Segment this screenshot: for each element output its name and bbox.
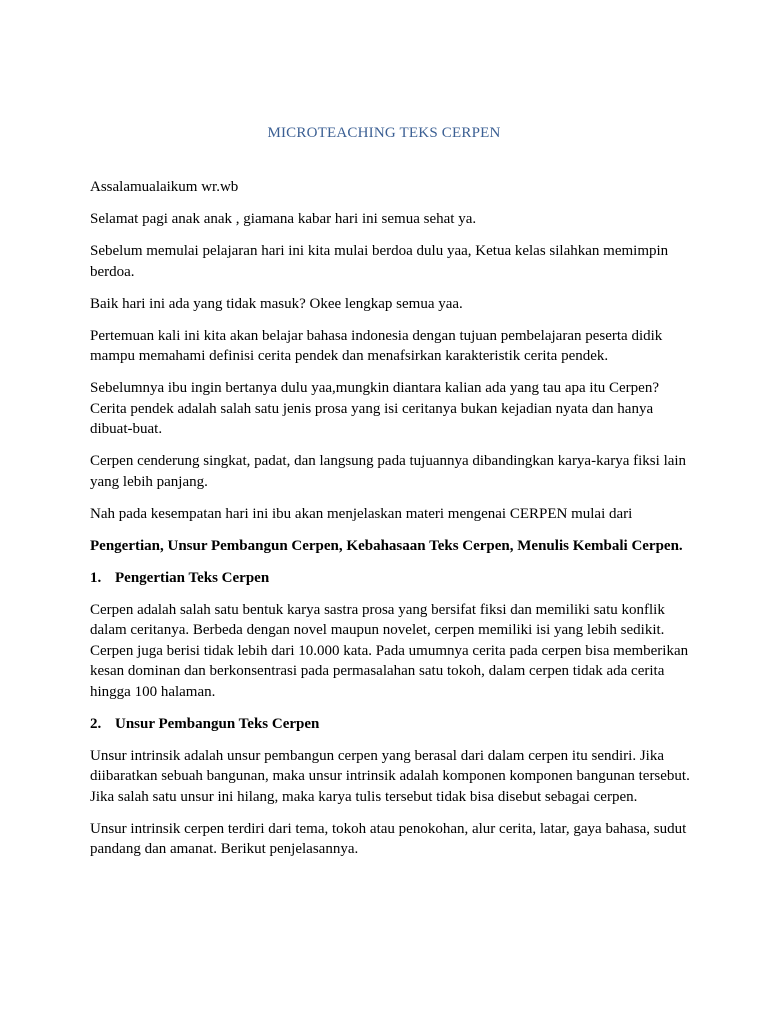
section-number-2: 2. (90, 715, 102, 732)
paragraph-12: Unsur intrinsik cerpen terdiri dari tema, tokoh atau penokohan, alur cerita, latar, gaya bahasa, sudut pandang dan amanat. Berikut penjelasannya. (90, 820, 687, 857)
paragraph-11: Unsur intrinsik adalah unsur pembangun cerpen yang berasal dari dalam cerpen itu sendiri. Jika diibaratkan sebuah bangunan, maka unsur intrinsik adalah komponen komponen bangunan tersebut. Jika salah satu unsur ini hilang, maka karya tulis tersebut tidak bisa disebut sebagai cerpen. (90, 747, 690, 805)
section-title-1: Pengertian Teks Cerpen (115, 569, 270, 586)
paragraph-10: Cerpen adalah salah satu bentuk karya sastra prosa yang bersifat fiksi dan memiliki satu konflik dalam ceritanya. Berbeda dengan novel maupun novelet, cerpen memiliki isi yang lebih sedikit. Cerpen juga berisi tidak lebih dari 10.000 kata. Pada umumnya cerita pada cerpen bisa memberikan kesan dominan dan berkonsentrasi pada permasalahan satu tokoh, dalam cerpen tidak ada cerita hingga 100 halaman. (90, 601, 689, 700)
section-heading-2 (90, 714, 690, 735)
paragraph-8: Nah pada kesempatan hari ini ibu akan menjelaskan materi mengenai CERPEN mulai dari (90, 505, 633, 522)
paragraph-3: Sebelum memulai pelajaran hari ini kita mulai berdoa dulu yaa, Ketua kelas silahkan memimpin berdoa. (90, 243, 669, 280)
paragraph-2: Selamat pagi anak anak , giamana kabar hari ini semua sehat ya. (90, 211, 477, 227)
document-body (90, 177, 690, 871)
paragraph-7: Cerpen cenderung singkat, padat, dan langsung pada tujuannya dibandingkan karya-karya fiksi lain yang lebih panjang. (90, 453, 687, 490)
topics-paragraph: Pengertian, Unsur Pembangun Cerpen, Kebahasaan Teks Cerpen, Menulis Kembali Cerpen. (90, 537, 683, 554)
section-title-2: Unsur Pembangun Teks Cerpen (115, 715, 320, 732)
paragraph-4: Baik hari ini ada yang tidak masuk? Okee lengkap semua yaa. (90, 295, 463, 312)
document-title: MICROTEACHING TEKS CERPEN (267, 125, 501, 141)
paragraph-5: Pertemuan kali ini kita akan belajar bahasa indonesia dengan tujuan pembelajaran peserta didik mampu memahami definisi cerita pendek dan menafsirkan karakteristik cerita pendek. (90, 327, 663, 364)
section-number-1: 1. (90, 569, 102, 586)
greeting-paragraph: Assalamualaikum wr.wb (90, 179, 239, 195)
paragraph-6: Sebelumnya ibu ingin bertanya dulu yaa,mungkin diantara kalian ada yang tau apa itu Cerpen? Cerita pendek adalah salah satu jenis prosa yang isi ceritanya bukan kejadian nyata dan hanya dibuat-buat. (90, 380, 659, 437)
section-heading-1 (90, 568, 690, 589)
